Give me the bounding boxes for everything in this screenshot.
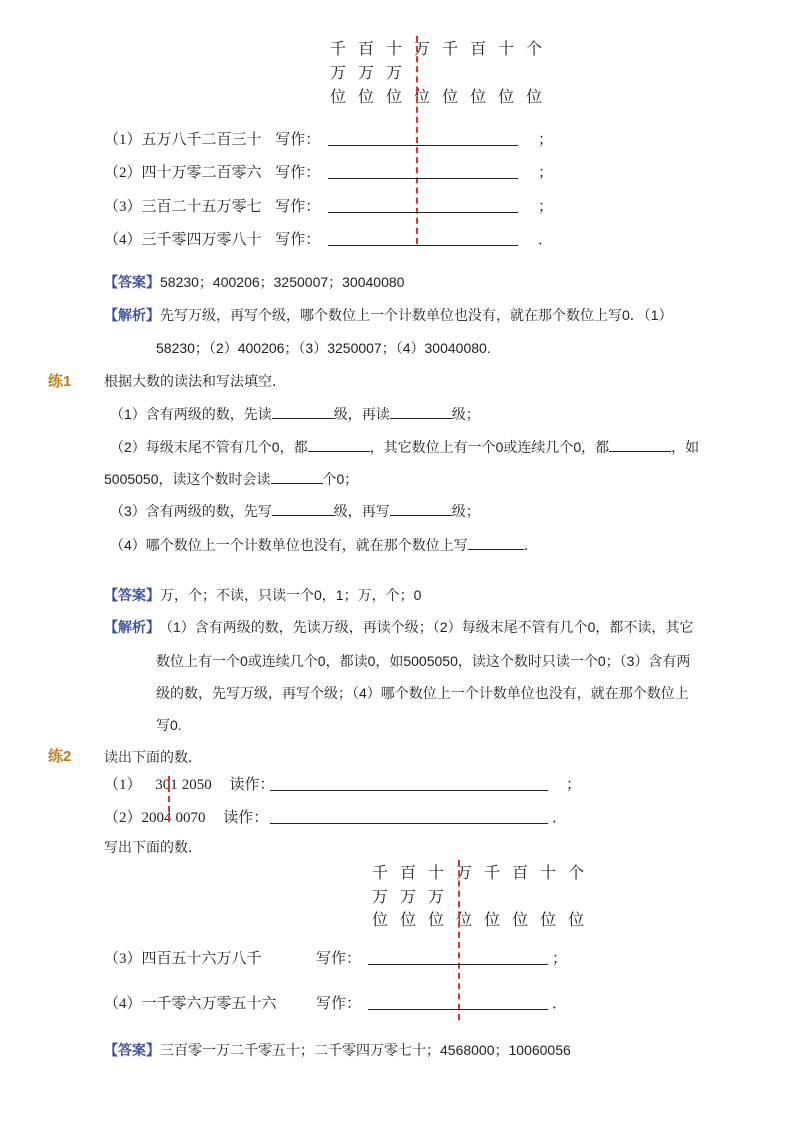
number-right: 2050 [181, 777, 212, 793]
place-label: 千 [330, 41, 348, 58]
question-text: ，其它数位上有一个0或连续几个0，都 [369, 439, 610, 455]
read-item-2 [104, 806, 268, 827]
place-label: 位 [442, 89, 460, 106]
ex1-question-2 [110, 437, 699, 457]
fill-blank[interactable] [271, 469, 323, 484]
place-label: 万 [372, 889, 390, 906]
place-label: 十 [386, 41, 404, 58]
place-label: 十 [540, 865, 558, 882]
answer-blank[interactable] [368, 1009, 548, 1010]
subsection-title: 写出下面的数． [104, 839, 202, 855]
answer-tag: 【答案】 [104, 274, 160, 290]
place-row-2 [372, 884, 445, 907]
place-label: 百 [470, 41, 488, 58]
exercise-label: 练2 [48, 748, 72, 765]
question-text: 级，再写 [333, 503, 390, 519]
item-label: （3）三百二十五万零七 [104, 199, 262, 215]
place-label: 百 [512, 865, 530, 882]
analysis-text: 先写万级，再写个级，哪个数位上一个计数单位也没有，就在那个数位上写0．（1） [160, 307, 673, 323]
place-label: 位 [498, 89, 516, 106]
write-prefix: 写作： [275, 232, 321, 248]
place-label: 千 [484, 865, 502, 882]
item-end-punct: ； [538, 132, 554, 148]
analysis-tag: 【解析】 [104, 619, 160, 635]
item-label: （2）四十万零二百零六 [104, 165, 262, 181]
item-label: （3）四百五十六万八千 [104, 951, 262, 967]
answer-blank[interactable] [328, 212, 518, 213]
write-item-6 [104, 992, 277, 1013]
answer-blank[interactable] [270, 823, 548, 824]
exercise-label: 练1 [48, 373, 72, 390]
place-label: 千 [442, 41, 460, 58]
write-item-5 [104, 947, 262, 968]
fill-blank[interactable] [468, 535, 524, 550]
answer-block-3 [104, 1040, 571, 1060]
read-prefix: 读作： [223, 810, 269, 826]
write-prefix: 写作： [275, 199, 321, 215]
place-label: 万 [414, 41, 432, 58]
place-label: 万 [330, 65, 348, 82]
analysis-text: 写0. [156, 717, 182, 733]
place-row-3 [372, 907, 585, 930]
place-label: 个 [568, 865, 586, 882]
write-item-2 [104, 161, 320, 182]
question-text: 级； [451, 406, 480, 422]
answer-text: 58230；400206；3250007；30040080 [160, 274, 405, 290]
fill-blank[interactable] [272, 404, 334, 419]
place-row-2 [330, 60, 403, 83]
question-text: （1）含有两级的数，先读 [110, 406, 272, 422]
question-text: 级，再读 [333, 406, 390, 422]
write-prefix: 写作： [275, 165, 321, 181]
place-label: 千 [372, 865, 390, 882]
fill-blank[interactable] [308, 437, 370, 452]
item-label: （1） [104, 777, 142, 793]
answer-text: 三百零一万二千零五十；二千零四万零七十；4568000；10060056 [160, 1042, 571, 1058]
read-item-1 [104, 773, 275, 794]
question-text: ，如 [671, 439, 700, 455]
ex1-question-2-cont [104, 469, 358, 489]
item-label: （2） [104, 810, 142, 826]
number-right: 0070 [175, 810, 206, 826]
item-end-punct: ． [552, 810, 568, 826]
place-row-1 [372, 860, 585, 883]
fill-blank[interactable] [390, 501, 452, 516]
question-text: 级； [451, 503, 480, 519]
place-row-3 [330, 84, 543, 107]
number-left: 301 [155, 777, 178, 793]
fill-blank[interactable] [272, 501, 334, 516]
place-label: 位 [386, 89, 404, 106]
question-text: （2）每级末尾不管有几个0，都 [110, 439, 308, 455]
exercise-title: 读出下面的数． [104, 749, 202, 765]
ex1-question-1 [110, 404, 480, 424]
question-text: ． [523, 537, 538, 553]
analysis-text: 数位上有一个0或连续几个0，都读0，如5005050，读这个数时只读一个0；（3）含有两 [156, 653, 691, 669]
item-end-punct: ； [538, 199, 554, 215]
place-label: 位 [330, 89, 348, 106]
answer-blank[interactable] [328, 245, 518, 246]
place-label: 万 [386, 65, 404, 82]
level-divider-dashed-line [458, 860, 460, 1020]
place-label: 万 [456, 865, 474, 882]
item-end-punct: ； [566, 777, 582, 793]
place-label: 个 [526, 41, 544, 58]
item-end-punct: ； [538, 165, 554, 181]
write-prefix: 写作： [316, 996, 362, 1012]
place-label: 位 [428, 912, 446, 929]
answer-tag: 【答案】 [104, 587, 160, 603]
answer-text: 万，个；不读，只读一个0，1；万，个；0 [160, 587, 422, 603]
place-label: 位 [512, 912, 530, 929]
place-label: 位 [526, 89, 544, 106]
item-end-punct: ； [552, 951, 568, 967]
level-divider-dashed-line [168, 776, 170, 822]
question-text: （3）含有两级的数，先写 [110, 503, 272, 519]
answer-blank[interactable] [328, 178, 518, 179]
fill-blank[interactable] [609, 437, 671, 452]
question-text: 5005050，读这个数时会读 [104, 471, 271, 487]
place-label: 十 [498, 41, 516, 58]
place-label: 位 [372, 912, 390, 929]
place-label: 位 [484, 912, 502, 929]
item-end-punct: ． [538, 232, 554, 248]
fill-blank[interactable] [390, 404, 452, 419]
number-left: 2004 [141, 810, 172, 826]
write-prefix: 写作： [275, 132, 321, 148]
place-label: 万 [428, 889, 446, 906]
place-label: 位 [568, 912, 586, 929]
item-label: （1）五万八千二百三十 [104, 132, 262, 148]
question-text: 个0； [322, 471, 359, 487]
place-label: 万 [358, 65, 376, 82]
place-label: 位 [414, 89, 432, 106]
place-row-1 [330, 36, 543, 59]
answer-blank[interactable] [270, 790, 548, 791]
place-label: 位 [470, 89, 488, 106]
place-label: 位 [456, 912, 474, 929]
write-prefix: 写作： [316, 951, 362, 967]
answer-blank[interactable] [368, 964, 548, 965]
place-label: 百 [400, 865, 418, 882]
write-item-1 [104, 128, 320, 149]
analysis-text: 58230；（2）400206；（3）3250007；（4）30040080. [156, 340, 491, 356]
place-label: 位 [540, 912, 558, 929]
write-item-4 [104, 228, 320, 249]
question-text: （4）哪个数位上一个计数单位也没有，就在那个数位上写 [110, 537, 468, 553]
item-end-punct: ． [552, 996, 568, 1012]
ex1-question-3 [110, 501, 480, 521]
place-label: 万 [400, 889, 418, 906]
exercise-title: 根据大数的读法和写法填空． [104, 373, 286, 389]
analysis-block-2 [104, 617, 693, 637]
analysis-block-1 [104, 305, 673, 325]
analysis-text: 级的数，先写万级，再写个级；（4）哪个数位上一个计数单位也没有，就在那个数位上 [156, 685, 689, 701]
analysis-text: （1）含有两级的数，先读万级，再读个级；（2）每级末尾不管有几个0，都不读，其它 [166, 619, 694, 635]
answer-tag: 【答案】 [104, 1042, 160, 1058]
write-item-3 [104, 195, 320, 216]
answer-block-2 [104, 585, 421, 605]
read-prefix: 读作： [229, 777, 275, 793]
place-label: 百 [358, 41, 376, 58]
place-label: 位 [358, 89, 376, 106]
item-label: （4）一千零六万零五十六 [104, 996, 277, 1012]
answer-block-1 [104, 272, 404, 292]
analysis-tag: 【解析】 [104, 307, 160, 323]
place-label: 位 [400, 912, 418, 929]
ex1-question-4 [110, 535, 538, 555]
answer-blank[interactable] [328, 145, 518, 146]
item-label: （4）三千零四万零八十 [104, 232, 262, 248]
place-label: 十 [428, 865, 446, 882]
